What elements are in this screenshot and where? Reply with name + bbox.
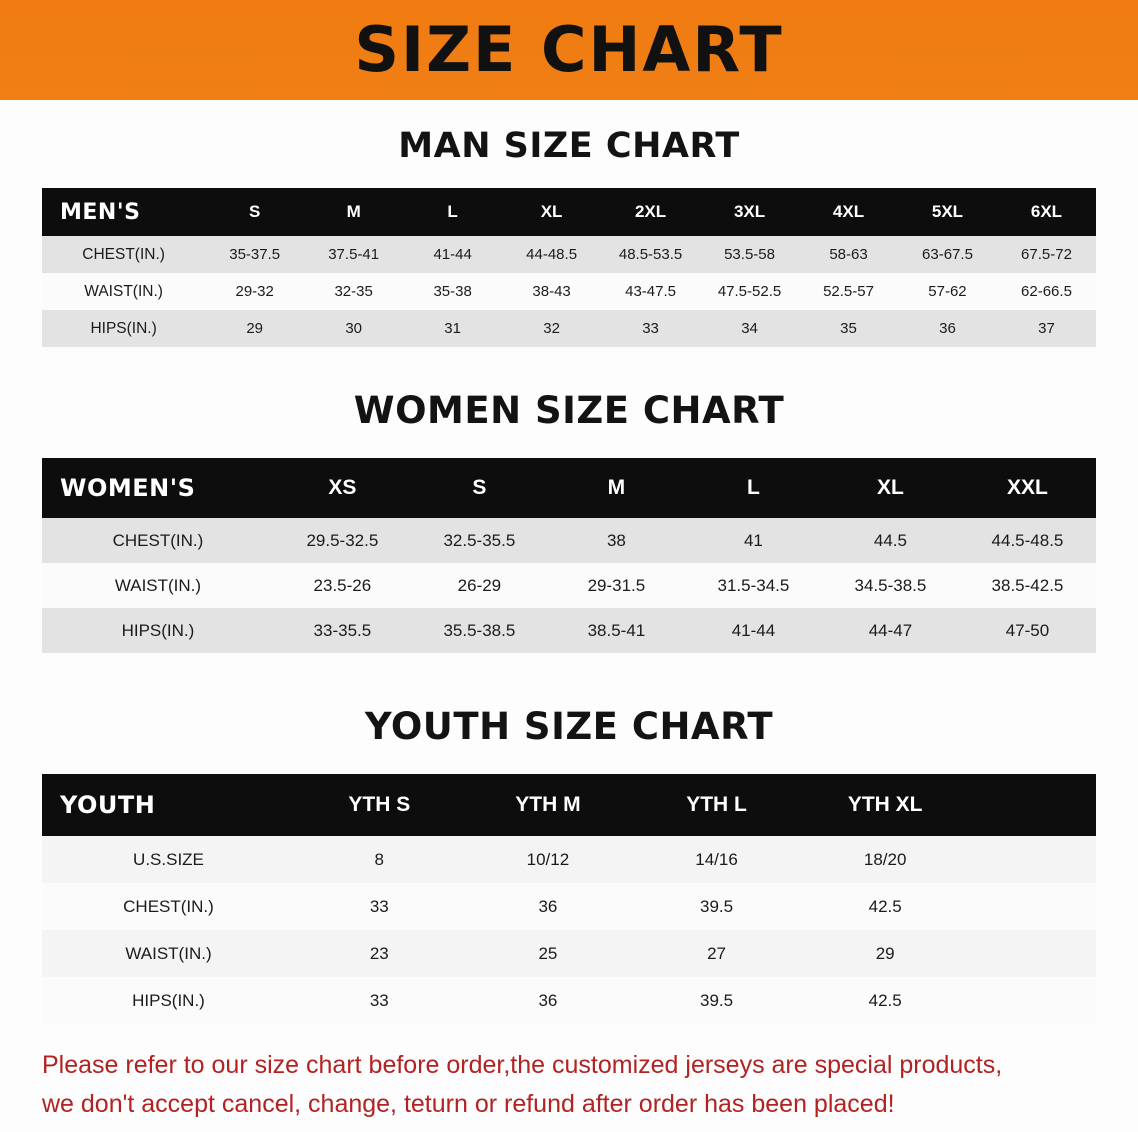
women-header-cell: XS	[328, 476, 357, 499]
table-cell: 44-48.5	[526, 246, 578, 263]
table-cell: 23	[369, 943, 389, 963]
row-label: HIPS(IN.)	[121, 620, 195, 640]
table-cell: 34.5-38.5	[854, 575, 927, 595]
table-cell: 33	[369, 990, 389, 1010]
page-title: SIZE CHART	[354, 13, 784, 86]
table-cell: 36	[939, 320, 956, 337]
table-cell: 38.5-41	[587, 620, 646, 640]
table-cell: 62-66.5	[1021, 283, 1072, 300]
table-cell: 58-63	[829, 246, 868, 263]
row-label: U.S.SIZE	[133, 849, 204, 869]
man-header-cell: 6XL	[1030, 202, 1063, 221]
table-cell: 35-37.5	[229, 246, 281, 263]
table-cell: 35-38	[433, 283, 472, 300]
table-cell: 32.5-35.5	[443, 530, 516, 550]
table-cell: 53.5-58	[724, 246, 775, 263]
header-banner	[0, 0, 1138, 100]
row-label: CHEST(IN.)	[112, 530, 204, 550]
table-cell: 47.5-52.5	[717, 283, 782, 300]
table-cell: 44.5	[873, 530, 907, 550]
table-cell: 35.5-38.5	[443, 620, 516, 640]
table-row	[42, 563, 1096, 608]
table-row	[42, 836, 1096, 883]
table-cell: 10/12	[526, 849, 570, 869]
table-cell: 35	[840, 320, 857, 337]
table-cell: 29	[875, 943, 895, 963]
table-cell: 32	[543, 320, 560, 337]
table-cell: 32-35	[334, 283, 373, 300]
table-row	[42, 273, 1096, 310]
table-cell: 33	[642, 320, 659, 337]
table-row	[42, 608, 1096, 653]
table-cell: 14/16	[695, 849, 738, 869]
row-label: CHEST(IN.)	[123, 896, 214, 916]
table-cell: 33-35.5	[313, 620, 372, 640]
table-cell: 31.5-34.5	[717, 575, 790, 595]
row-label: HIPS(IN.)	[90, 319, 157, 337]
youth-header-cell: YTH S	[348, 793, 411, 816]
youth-header-cell: YTH L	[686, 793, 747, 816]
table-cell: 38-43	[532, 283, 571, 300]
man-header-cell: 4XL	[832, 202, 865, 221]
table-cell: 33	[369, 896, 389, 916]
man-header-cell: 5XL	[931, 202, 964, 221]
table-cell: 31	[444, 320, 461, 337]
table-cell: 57-62	[928, 283, 967, 300]
youth-header-cell: YTH M	[515, 793, 581, 816]
table-header-row	[42, 458, 1096, 518]
table-cell: 29-32	[235, 283, 274, 300]
table-cell: 43-47.5	[625, 283, 676, 300]
youth-size-table	[42, 774, 1096, 1024]
man-header-cell: S	[249, 202, 261, 221]
table-cell: 30	[345, 320, 362, 337]
table-cell: 42.5	[868, 990, 902, 1010]
table-row	[42, 310, 1096, 347]
table-cell-empty	[969, 977, 1096, 1024]
table-cell: 48.5-53.5	[618, 246, 683, 263]
table-cell: 29	[246, 320, 264, 337]
row-label: WAIST(IN.)	[84, 282, 163, 300]
man-section-title: MAN SIZE CHART	[398, 126, 740, 166]
youth-section-title: YOUTH SIZE CHART	[364, 705, 774, 748]
table-cell: 37	[1038, 320, 1055, 337]
row-label: CHEST(IN.)	[82, 245, 165, 263]
women-header-cell: S	[472, 476, 487, 499]
women-size-table	[42, 458, 1096, 653]
women-header-cell: M	[607, 476, 626, 499]
table-row	[42, 930, 1096, 977]
table-cell: 41	[743, 530, 763, 550]
women-header-cell: L	[747, 476, 760, 499]
table-cell-empty	[969, 836, 1096, 883]
women-section-title: WOMEN SIZE CHART	[353, 389, 785, 432]
man-size-table	[42, 188, 1096, 347]
table-cell: 42.5	[868, 896, 902, 916]
table-header-row	[42, 188, 1096, 236]
table-cell: 26-29	[457, 575, 502, 595]
table-row	[42, 977, 1096, 1024]
table-cell: 44-47	[868, 620, 913, 640]
row-label: HIPS(IN.)	[132, 990, 205, 1010]
row-label: WAIST(IN.)	[125, 943, 212, 963]
table-cell: 23.5-26	[313, 575, 372, 595]
table-cell: 18/20	[863, 849, 907, 869]
table-cell: 37.5-41	[328, 246, 380, 263]
table-cell: 39.5	[699, 896, 734, 916]
table-cell: 29-31.5	[587, 575, 646, 595]
table-cell: 38	[606, 530, 626, 550]
table-row	[42, 236, 1096, 273]
man-header-cell: 3XL	[733, 202, 766, 221]
table-cell: 8	[374, 849, 385, 869]
table-cell: 27	[707, 943, 726, 963]
man-header-cell: XL	[540, 202, 563, 221]
table-row	[42, 518, 1096, 563]
table-cell: 34	[741, 320, 758, 337]
table-cell: 63-67.5	[922, 246, 973, 263]
table-cell: 36	[538, 896, 558, 916]
youth-header-spacer	[969, 774, 1096, 836]
row-label: WAIST(IN.)	[114, 575, 202, 595]
table-cell: 41-44	[731, 620, 776, 640]
youth-header-cell: YTH XL	[847, 793, 923, 816]
table-cell: 47-50	[1005, 620, 1050, 640]
footer-line-2: we don't accept cancel, change, teturn or refund after order has been placed!	[42, 1089, 895, 1118]
women-table-wrap	[0, 458, 1138, 653]
table-cell-empty	[969, 930, 1096, 977]
table-cell: 52.5-57	[823, 283, 874, 300]
women-header-cell: XXL	[1007, 476, 1048, 499]
man-table-wrap	[0, 188, 1138, 347]
man-header-cell: M	[346, 202, 361, 221]
table-cell: 25	[538, 943, 558, 963]
table-cell-empty	[969, 883, 1096, 930]
table-cell: 41-44	[433, 246, 472, 263]
table-cell: 36	[538, 990, 558, 1010]
table-cell: 39.5	[699, 990, 734, 1010]
table-cell: 38.5-42.5	[991, 575, 1064, 595]
footer-disclaimer	[0, 1046, 1138, 1124]
man-header-cell: L	[447, 202, 458, 221]
youth-header-cell: YOUTH	[60, 791, 156, 819]
table-cell: 44.5-48.5	[991, 530, 1064, 550]
table-cell: 67.5-72	[1021, 246, 1072, 263]
man-header-cell: MEN'S	[60, 199, 141, 225]
table-row	[42, 883, 1096, 930]
women-header-cell: XL	[877, 476, 904, 499]
table-cell: 29.5-32.5	[306, 530, 379, 550]
man-header-cell: 2XL	[634, 202, 667, 221]
footer-line-1: Please refer to our size chart before order,the customized jerseys are special products,	[42, 1051, 1003, 1079]
women-header-cell: WOMEN'S	[60, 474, 196, 502]
youth-table-wrap	[0, 774, 1138, 1024]
table-header-row	[42, 774, 1096, 836]
